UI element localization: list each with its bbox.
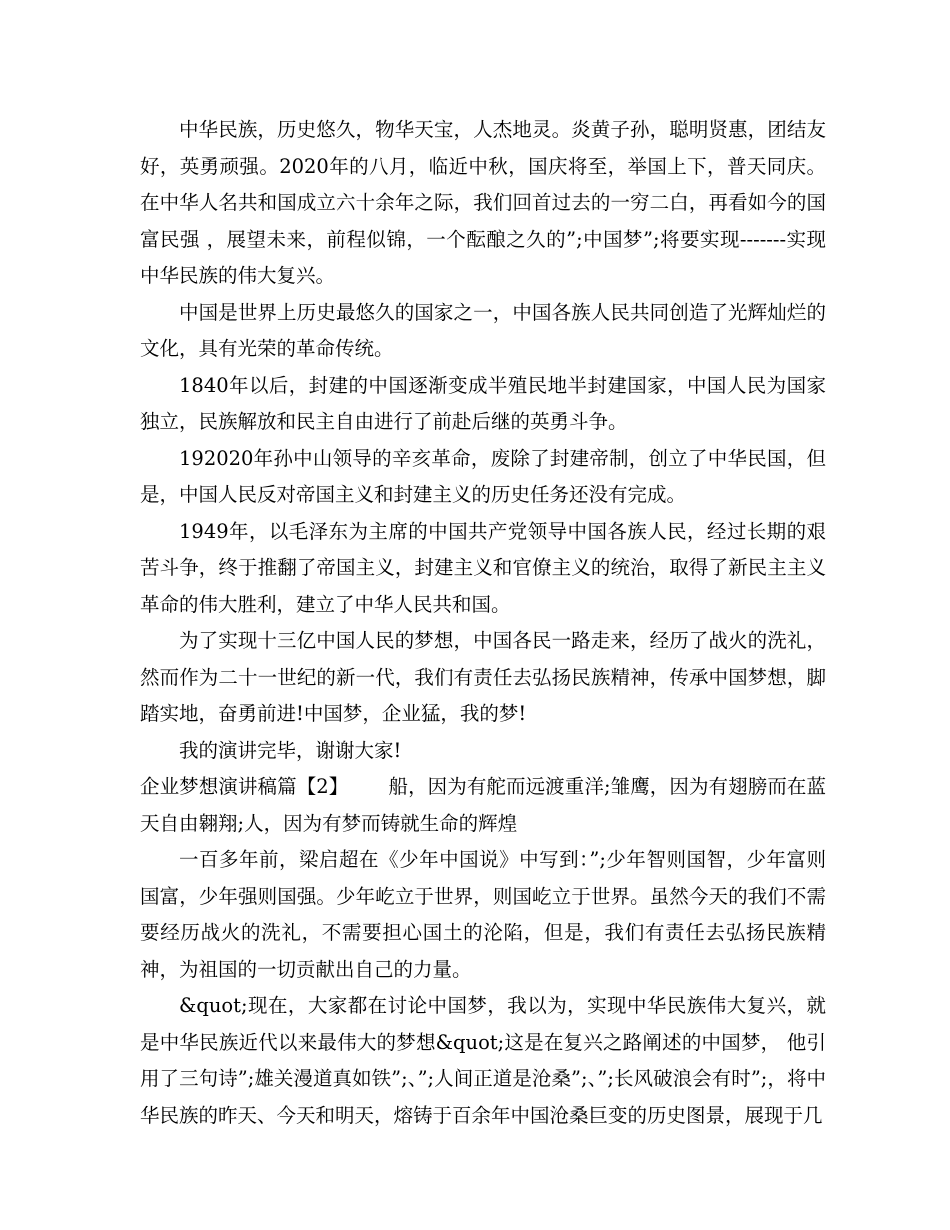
- paragraph-dream: 为了实现十三亿中国人民的梦想，中国各民一路走来，经历了战火的洗礼，然而作为二十一世纪的新一代，我们有责任去弘扬民族精神，传承中国梦想，脚踏实地，奋勇前进!中国梦，企业猛，我的梦!: [140, 629, 826, 725]
- paragraph-intro: 中华民族，历史悠久，物华天宝，人杰地灵。炎黄子孙，聪明贤惠，团结友好，英勇顽强。2020年的八月，临近中秋，国庆将至，举国上下，普天同庆。在中华人名共和国成立六十余年之际，我们回首过去的一穷二白，再看如今的国富民强 ，展望未来，前程似锦，一个酝酿之久的”;中国梦”;将要实现-------实现中华民族的伟大复兴。: [140, 118, 826, 287]
- paragraph-china-dream: &quot;现在，大家都在讨论中国梦，我以为，实现中华民族伟大复兴，就是中华民族近代以来最伟大的梦想&quot;这是在复兴之路阐述的中国梦， 他引用了三句诗”;雄关漫道真如铁”;、”;人间正道是沧桑”;、”;长风破浪会有时”;，将中华民族的昨天、今天和明天，熔铸于百余年中国沧桑巨变的历史图景，展现于几: [140, 994, 826, 1127]
- paragraph-revolution: 192020年孙中山领导的辛亥革命，废除了封建帝制，创立了中华民国，但是，中国人民反对帝国主义和封建主义的历史任务还没有完成。: [140, 446, 826, 506]
- section-2-title: 企业梦想演讲稿篇【2】: [140, 775, 349, 798]
- section-2-heading: [140, 769, 826, 842]
- paragraph-history: 中国是世界上历史最悠久的国家之一，中国各族人民共同创造了光辉灿烂的文化，具有光荣的革命传统。: [140, 300, 826, 360]
- paragraph-closing: 我的演讲完毕，谢谢大家!: [179, 738, 402, 762]
- paragraph-1949: 1949年，以毛泽东为主席的中国共产党领导中国各族人民，经过长期的艰苦斗争，终于推翻了帝国主义，封建主义和官僚主义的统治，取得了新民主主义革命的伟大胜利，建立了中华人民共和国。: [140, 519, 826, 616]
- document-page: [140, 112, 826, 1134]
- paragraph-liang-qichao: 一百多年前，梁启超在《少年中国说》中写到：”;少年智则国智，少年富则国富，少年强则国强。少年屹立于世界，则国屹立于世界。虽然今天的我们不需要经历战火的洗礼，不需要担心国土的沦陷，但是，我们有责任去弘扬民族精神，为祖国的一切贡献出自己的力量。: [140, 848, 826, 981]
- paragraph-1840: 1840年以后，封建的中国逐渐变成半殖民地半封建国家，中国人民为国家独立，民族解放和民主自由进行了前赴后继的英勇斗争。: [140, 373, 826, 433]
- section-2-lead: 船，因为有舵而远渡重洋;雏鹰，因为有翅膀而在蓝天自由翱翔;人，因为有梦而铸就生命的辉煌: [140, 775, 826, 835]
